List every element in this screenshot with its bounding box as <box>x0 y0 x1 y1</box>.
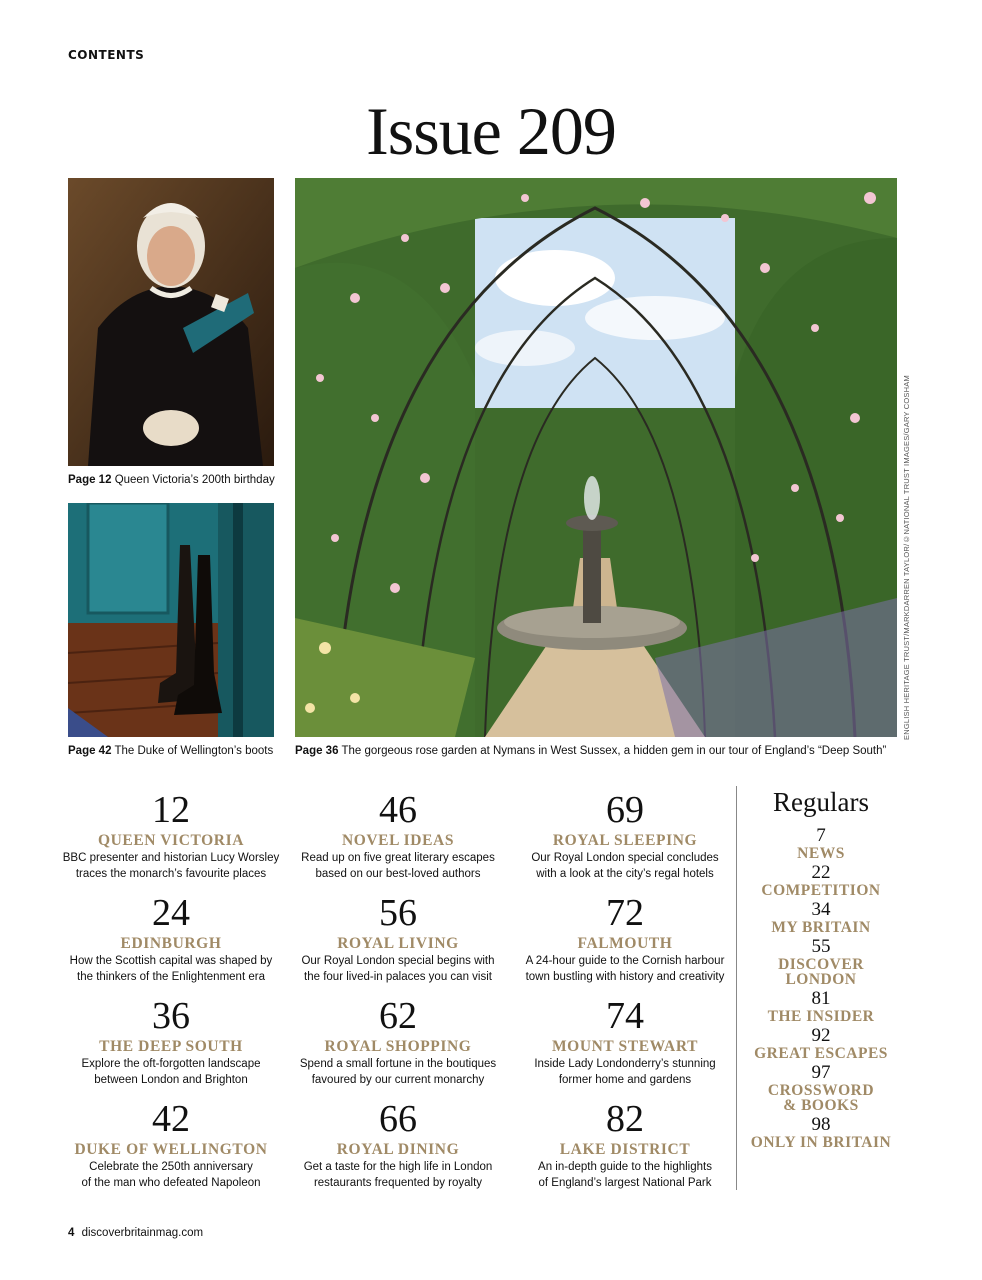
feature-entry[interactable] <box>510 790 740 882</box>
feature-page-number: 46 <box>379 789 417 831</box>
regular-page-number: 97 <box>811 1062 831 1083</box>
feature-page-number: 74 <box>606 995 644 1037</box>
regular-title: COMPETITION <box>761 882 881 899</box>
regular-title: GREAT ESCAPES <box>754 1045 888 1062</box>
feature-title: QUEEN VICTORIA <box>97 832 245 849</box>
page-number: 4 <box>68 1227 75 1239</box>
feature-description: An in-depth guide to the highlights of England’s largest National Park <box>538 1161 712 1189</box>
feature-title: ROYAL LIVING <box>337 935 459 952</box>
wellington-boots-image <box>68 503 274 737</box>
photo-caption: Page 42 The Duke of Wellington’s boots <box>68 745 274 757</box>
feature-title: ROYAL SLEEPING <box>552 832 698 849</box>
feature-entry[interactable] <box>510 996 740 1088</box>
feature-title: NOVEL IDEAS <box>341 832 455 849</box>
queen-victoria-portrait-image <box>68 178 274 466</box>
regular-title: NEWS <box>797 845 845 862</box>
feature-entry[interactable] <box>56 996 286 1088</box>
feature-page-number: 82 <box>606 1098 644 1140</box>
feature-description: A 24-hour guide to the Cornish harbour town bustling with history and creativity <box>525 955 725 983</box>
feature-entry[interactable] <box>283 1099 513 1191</box>
regulars-title: Regulars <box>773 787 869 817</box>
feature-title: ROYAL SHOPPING <box>324 1038 472 1055</box>
feature-page-number: 62 <box>379 995 417 1037</box>
feature-page-number: 36 <box>152 995 190 1037</box>
regular-item[interactable] <box>742 900 900 935</box>
feature-title: EDINBURGH <box>120 935 222 952</box>
feature-entry[interactable] <box>56 790 286 882</box>
feature-title: FALMOUTH <box>577 935 673 952</box>
feature-title: DUKE OF WELLINGTON <box>74 1141 268 1158</box>
feature-entry[interactable] <box>56 1099 286 1191</box>
photo-caption: Page 36 The gorgeous rose garden at Nymans in West Sussex, a hidden gem in our tour of England’s “Deep South” <box>295 745 887 757</box>
feature-title: LAKE DISTRICT <box>559 1141 691 1158</box>
feature-entry[interactable] <box>510 893 740 985</box>
issue-title: Issue 209 <box>366 93 616 169</box>
regular-item[interactable] <box>742 989 900 1024</box>
feature-description: Spend a small fortune in the boutiques favoured by our current monarchy <box>299 1058 497 1086</box>
regular-item[interactable] <box>742 1026 900 1061</box>
feature-entry[interactable] <box>283 790 513 882</box>
page-footer <box>68 1227 203 1239</box>
regular-title: CROSSWORD & BOOKS <box>767 1082 875 1114</box>
regular-page-number: 92 <box>811 1025 831 1046</box>
feature-entry[interactable] <box>283 996 513 1088</box>
regular-item[interactable] <box>742 1115 900 1150</box>
feature-description: Our Royal London special begins with the four lived-in palaces you can visit <box>301 955 495 983</box>
feature-page-number: 12 <box>152 789 190 831</box>
regular-item[interactable] <box>742 863 900 898</box>
regular-item[interactable] <box>742 826 900 861</box>
feature-entry[interactable] <box>283 893 513 985</box>
feature-title: ROYAL DINING <box>336 1141 460 1158</box>
feature-page-number: 24 <box>152 892 190 934</box>
column-divider <box>736 786 737 1190</box>
feature-description: How the Scottish capital was shaped by the thinkers of the Enlightenment era <box>69 955 273 983</box>
rose-garden-image <box>295 178 897 737</box>
feature-title: THE DEEP SOUTH <box>99 1038 243 1055</box>
regular-page-number: 98 <box>811 1114 831 1135</box>
regular-item[interactable] <box>742 937 900 987</box>
regular-page-number: 7 <box>816 825 826 846</box>
regular-item[interactable] <box>742 1063 900 1113</box>
regular-page-number: 34 <box>811 899 831 920</box>
section-label: CONTENTS <box>68 48 145 62</box>
feature-description: Get a taste for the high life in London restaurants frequented by royalty <box>303 1161 493 1189</box>
feature-description: Read up on five great literary escapes based on our best-loved authors <box>301 852 495 880</box>
feature-page-number: 42 <box>152 1098 190 1140</box>
regular-title: DISCOVER LONDON <box>778 956 864 988</box>
photo-caption: Page 12 Queen Victoria’s 200th birthday <box>68 474 275 486</box>
feature-description: Inside Lady Londonderry’s stunning former home and gardens <box>534 1058 716 1086</box>
feature-description: Explore the oft-forgotten landscape between London and Brighton <box>81 1058 261 1086</box>
site-url[interactable]: discoverbritainmag.com <box>81 1227 204 1239</box>
feature-title: MOUNT STEWART <box>551 1038 699 1055</box>
regulars-column <box>742 786 900 1150</box>
regular-page-number: 55 <box>811 936 831 957</box>
feature-description: Our Royal London special concludes with a look at the city’s regal hotels <box>531 852 719 880</box>
feature-page-number: 66 <box>379 1098 417 1140</box>
regular-title: ONLY IN BRITAIN <box>750 1134 892 1151</box>
feature-page-number: 72 <box>606 892 644 934</box>
regular-title: MY BRITAIN <box>771 919 871 936</box>
feature-page-number: 56 <box>379 892 417 934</box>
feature-description: BBC presenter and historian Lucy Worsley traces the monarch’s favourite places <box>62 852 280 880</box>
regular-title: THE INSIDER <box>767 1008 875 1025</box>
regular-page-number: 81 <box>811 988 831 1009</box>
feature-entry[interactable] <box>510 1099 740 1191</box>
feature-description: Celebrate the 250th anniversary of the man who defeated Napoleon <box>81 1161 261 1189</box>
feature-page-number: 69 <box>606 789 644 831</box>
feature-entry[interactable] <box>56 893 286 985</box>
regular-page-number: 22 <box>811 862 831 883</box>
photo-credit: ENGLISH HERITAGE TRUST/MARKDARREN TAYLOR/©NATIONAL TRUST IMAGES/GARY COSHAM <box>902 375 911 740</box>
